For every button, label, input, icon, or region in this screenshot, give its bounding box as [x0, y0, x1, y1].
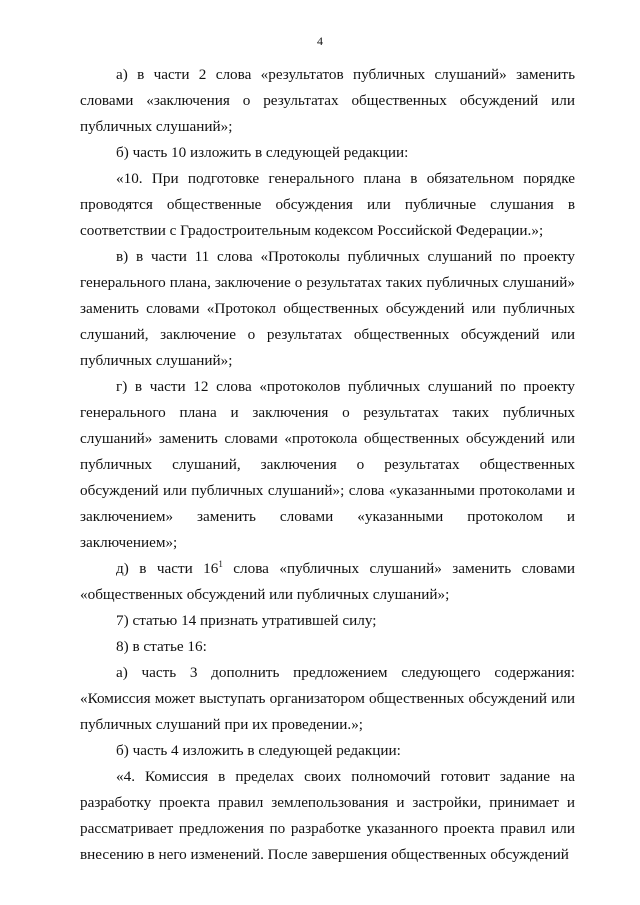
paragraph-v-part-11: в) в части 11 слова «Протоколы публичных слушаний по проекту генерального плана, заключение о результатах таких публичных слушаний» заменить словами «Протокол общественных обсуждений или публичных слушаний, заключение о результатах общественных обсуждений или публичных слушаний»; — [80, 248, 575, 369]
paragraph-b-part-4: б) часть 4 изложить в следующей редакции: — [116, 742, 401, 759]
superscript-1: 1 — [218, 558, 223, 569]
paragraph-b-part-10: б) часть 10 изложить в следующей редакции: — [116, 144, 409, 161]
paragraph-d-text-after: слова «публичных слушаний» заменить словами «общественных обсуждений или публичных слушаний»; — [80, 560, 575, 603]
paragraph-g-part-12: г) в части 12 слова «протоколов публичных слушаний по проекту генерального плана и заключения о результатах таких публичных слушаний» заменить словами «протокола общественных обсуждений или публичных слушаний, заключения о результатах общественных обсуждений или публичных слушаний»; слова «указанными протоколами и заключением» заменить словами «указанными протоколом и заключением»; — [80, 378, 575, 551]
paragraph-d-part-16-1 — [80, 556, 575, 608]
paragraph-a-part-2: а) в части 2 слова «результатов публичных слушаний» заменить словами «заключения о результатах общественных обсуждений или публичных слушаний»; — [80, 66, 575, 135]
paragraph-7-article-14: 7) статью 14 признать утратившей силу; — [116, 612, 377, 629]
paragraph-part-4-text: «4. Комиссия в пределах своих полномочий готовит задание на разработку проекта правил землепользования и застройки, принимает и рассматривает предложения по разработке указанного проекта правил или внесению в него изменений. После завершения общественных обсуждений — [80, 768, 575, 863]
paragraph-8-article-16: 8) в статье 16: — [116, 638, 207, 655]
paragraph-part-10-text: «10. При подготовке генерального плана в обязательном порядке проводятся общественные обсуждения или публичные слушания в соответствии с Градостроительным кодексом Российской Федерации.»; — [80, 170, 575, 239]
paragraph-d-text-before: д) в части 16 — [116, 560, 219, 577]
document-body — [80, 62, 575, 868]
paragraph-a-part-3: а) часть 3 дополнить предложением следующего содержания: «Комиссия может выступать организатором общественных обсуждений или публичных слушаний при их проведении.»; — [80, 664, 575, 733]
page-number: 4 — [317, 34, 323, 48]
